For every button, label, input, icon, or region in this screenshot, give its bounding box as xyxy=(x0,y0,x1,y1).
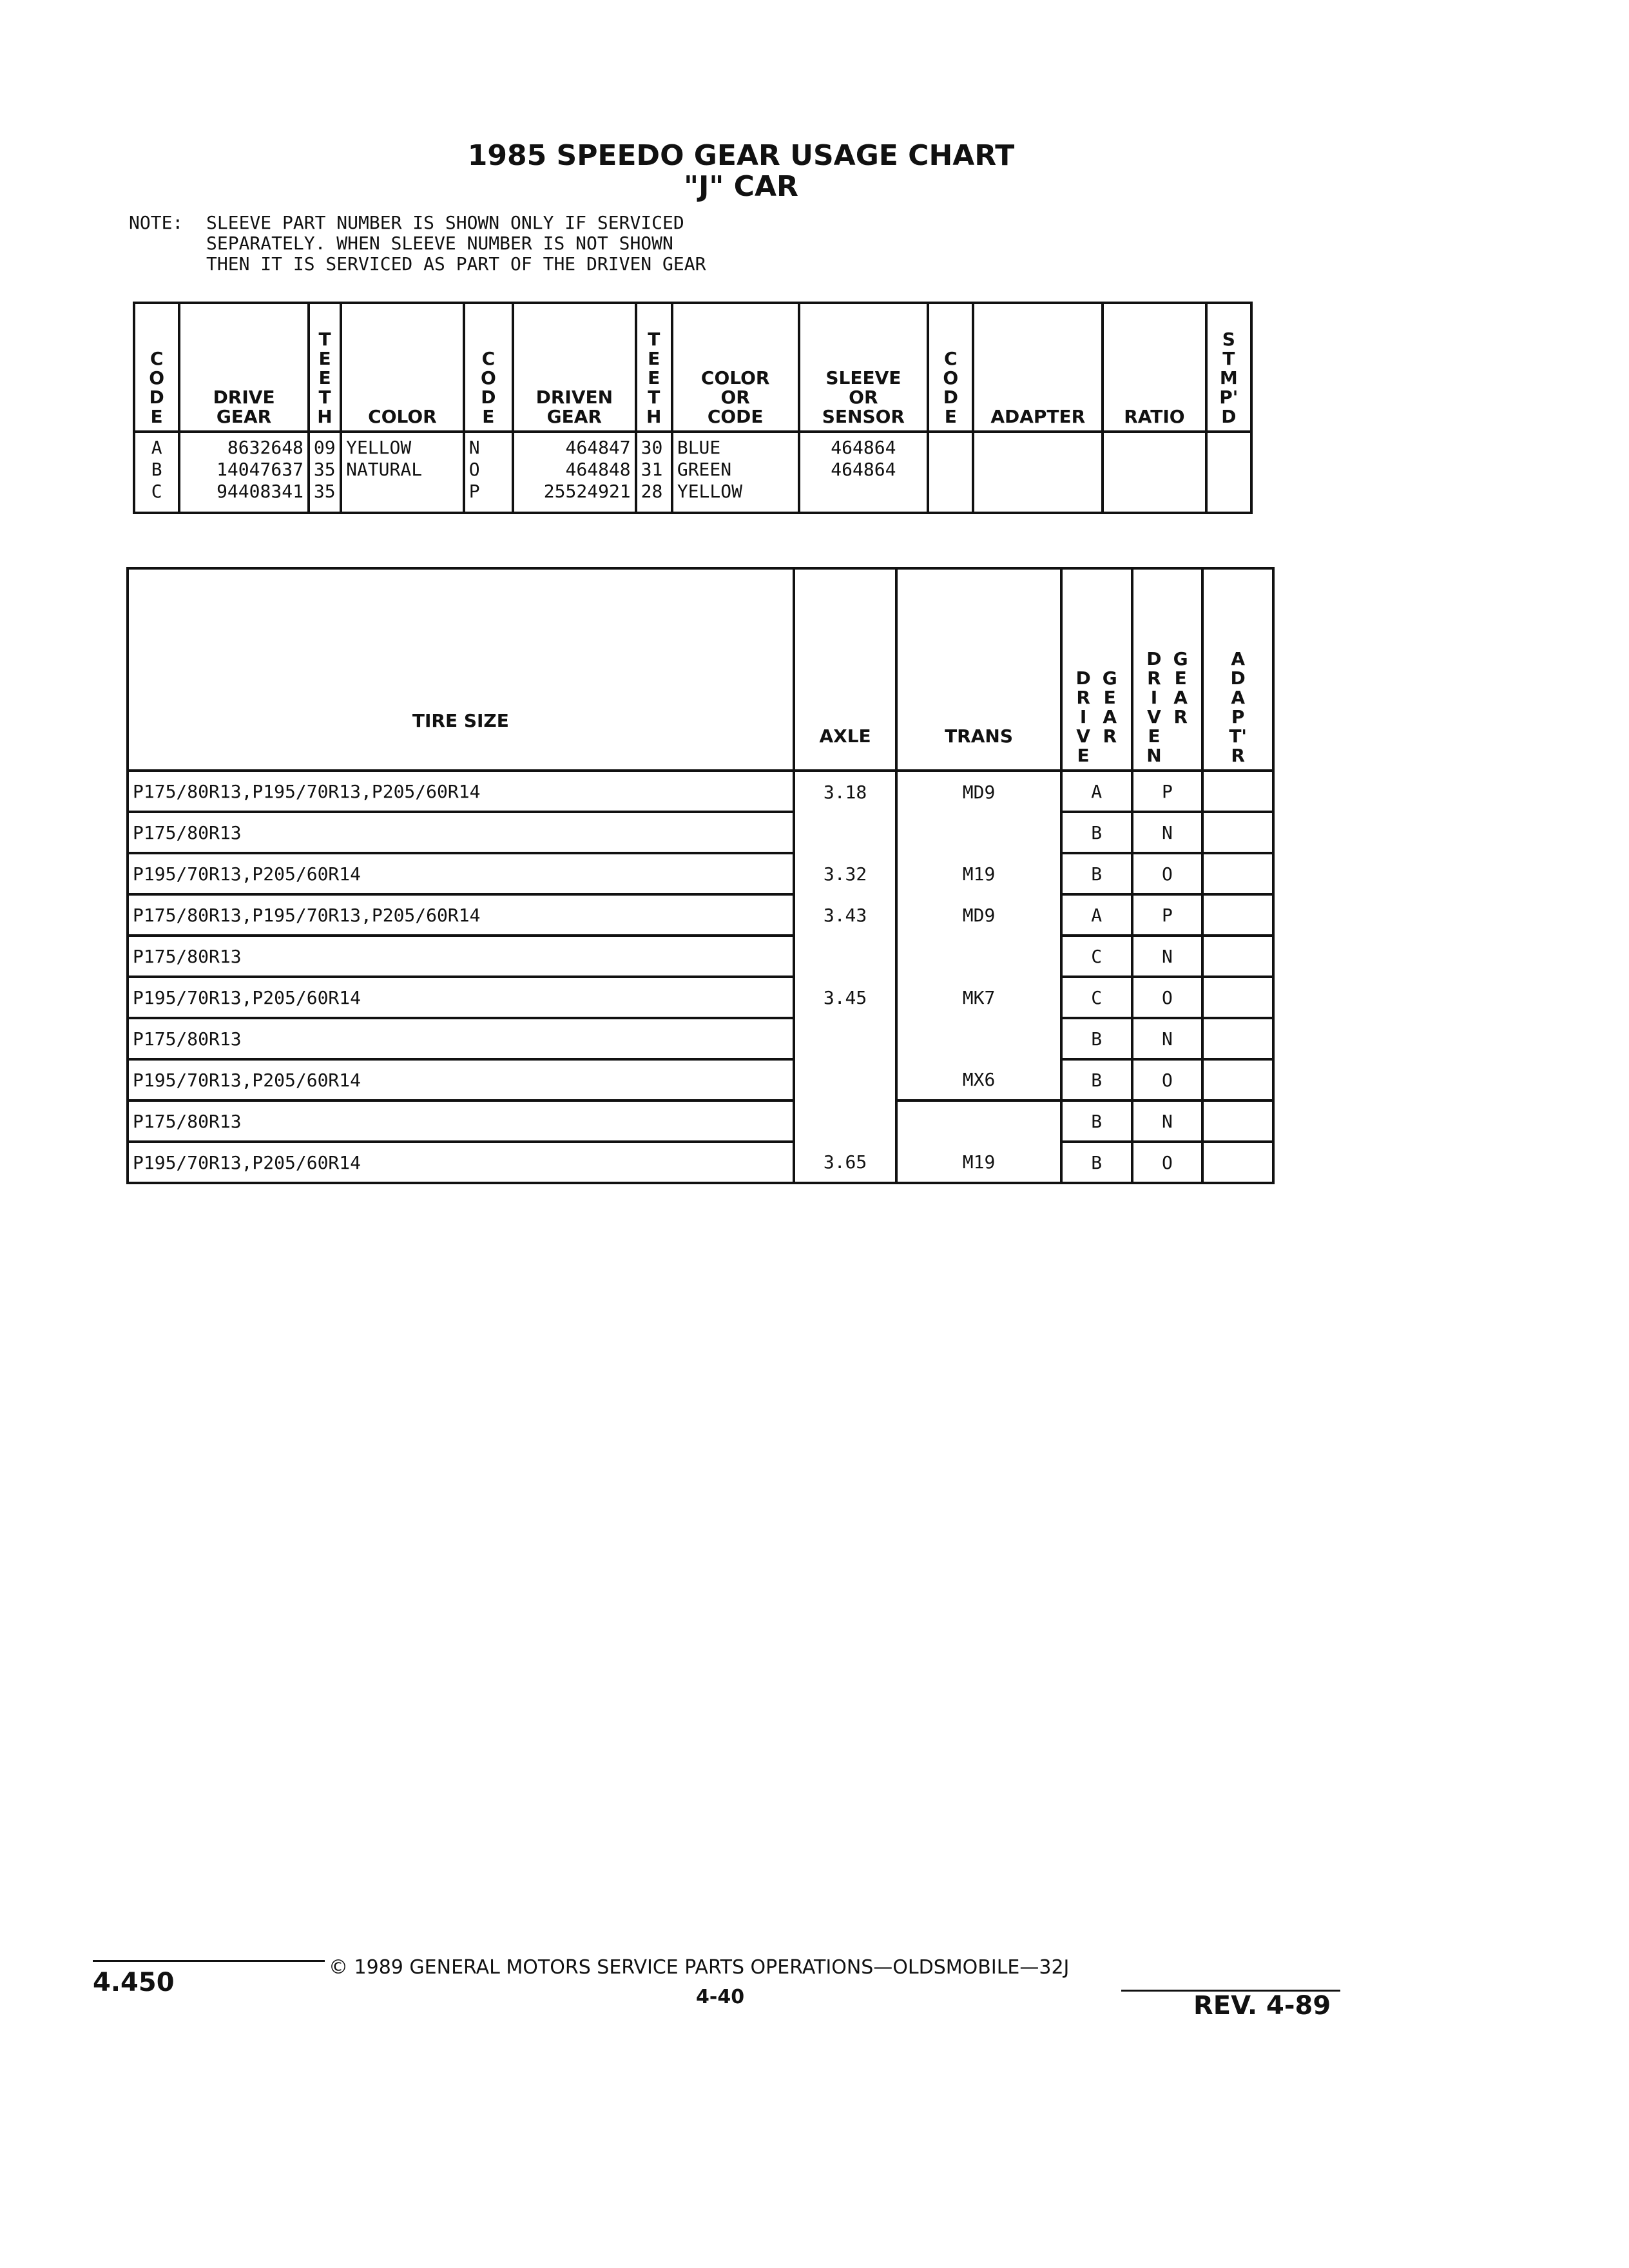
cell-adapter xyxy=(1202,771,1273,812)
table-row xyxy=(128,853,1273,894)
cell-drive-gear: B xyxy=(1061,853,1132,894)
cell-drive-gear: A xyxy=(1061,771,1132,812)
cell-adapter xyxy=(1202,812,1273,853)
cell-stmpd xyxy=(1206,432,1251,513)
cell-axle xyxy=(794,1100,897,1142)
table2-header-row xyxy=(128,568,1273,771)
cell-driven-gear: P xyxy=(1132,771,1203,812)
cell-driven-gear: N xyxy=(1132,812,1203,853)
cell-axle: 3.45 xyxy=(794,977,897,1018)
cell-driven-gear: O xyxy=(1132,853,1203,894)
note-text: SLEEVE PART NUMBER IS SHOWN ONLY IF SERVICED SEPARATELY. WHEN SLEEVE NUMBER IS NOT SHOWN THEN IT IS SERVICED AS PART OF THE DRIVEN GEAR xyxy=(206,212,706,274)
note xyxy=(129,213,706,274)
header-color: COLOR xyxy=(341,303,464,432)
cell-trans: MX6 xyxy=(896,1059,1061,1100)
cell-adapter xyxy=(1202,977,1273,1018)
header-driven-gear-word2: G E A R xyxy=(1173,648,1188,727)
cell-drive-gear: A xyxy=(1061,894,1132,936)
cell-adapter xyxy=(1202,1142,1273,1183)
cell-tire-size: P195/70R13,P205/60R14 xyxy=(128,853,794,894)
cell-code: N O P xyxy=(464,432,513,513)
header-drive-gear xyxy=(1061,568,1132,771)
cell-tire-size: P195/70R13,P205/60R14 xyxy=(128,1059,794,1100)
header-code: C O D E xyxy=(134,303,179,432)
cell-tire-size: P175/80R13,P195/70R13,P205/60R14 xyxy=(128,771,794,812)
cell-trans xyxy=(896,936,1061,977)
header-trans: TRANS xyxy=(896,568,1061,771)
cell-trans: MK7 xyxy=(896,977,1061,1018)
chart-title-line2: "J" CAR xyxy=(684,170,798,203)
cell-color: YELLOW NATURAL xyxy=(341,432,464,513)
cell-axle xyxy=(794,1018,897,1059)
tire-size-table xyxy=(126,567,1275,1184)
cell-color-or-code: BLUE GREEN YELLOW xyxy=(672,432,799,513)
cell-drive-gear: 8632648 14047637 94408341 xyxy=(179,432,309,513)
cell-axle xyxy=(794,936,897,977)
cell-driven-gear: O xyxy=(1132,1142,1203,1183)
table-row xyxy=(128,1018,1273,1059)
cell-trans xyxy=(896,1100,1061,1142)
footer-copyright: © 1989 GENERAL MOTORS SERVICE PARTS OPERATIONS—OLDSMOBILE—32J xyxy=(329,1956,1070,1979)
cell-tire-size: P175/80R13 xyxy=(128,1018,794,1059)
cell-code xyxy=(928,432,973,513)
chart-title-line1: 1985 SPEEDO GEAR USAGE CHART xyxy=(467,139,1015,172)
table-row xyxy=(128,1142,1273,1183)
cell-driven-gear: N xyxy=(1132,1100,1203,1142)
table-row xyxy=(128,977,1273,1018)
cell-trans: MD9 xyxy=(896,771,1061,812)
cell-drive-gear: B xyxy=(1061,1142,1132,1183)
header-axle: AXLE xyxy=(794,568,897,771)
cell-drive-gear: B xyxy=(1061,1018,1132,1059)
cell-code: A B C xyxy=(134,432,179,513)
cell-driven-gear: O xyxy=(1132,977,1203,1018)
header-code: C O D E xyxy=(928,303,973,432)
cell-ratio xyxy=(1103,432,1206,513)
cell-tire-size: P195/70R13,P205/60R14 xyxy=(128,977,794,1018)
cell-axle xyxy=(794,812,897,853)
header-stmpd: S T M P' D xyxy=(1206,303,1251,432)
cell-teeth: 30 31 28 xyxy=(636,432,672,513)
header-driven-gear xyxy=(1132,568,1203,771)
cell-teeth: 09 35 35 xyxy=(309,432,341,513)
table-row xyxy=(128,1059,1273,1100)
cell-adapter xyxy=(1202,1018,1273,1059)
cell-trans xyxy=(896,812,1061,853)
cell-trans: MD9 xyxy=(896,894,1061,936)
footer-page-code: 4.450 xyxy=(93,1968,175,1997)
footer-rule-left xyxy=(93,1960,325,1962)
table-row xyxy=(128,894,1273,936)
cell-driven-gear: 464847 464848 25524921 xyxy=(513,432,636,513)
table-row xyxy=(128,771,1273,812)
cell-tire-size: P175/80R13 xyxy=(128,936,794,977)
cell-tire-size: P175/80R13,P195/70R13,P205/60R14 xyxy=(128,894,794,936)
cell-adapter xyxy=(973,432,1103,513)
cell-drive-gear: B xyxy=(1061,1100,1132,1142)
cell-adapter xyxy=(1202,853,1273,894)
header-teeth: T E E T H xyxy=(309,303,341,432)
header-drive-gear-word2: G E A R xyxy=(1102,668,1117,747)
cell-axle: 3.18 xyxy=(794,771,897,812)
header-drive-gear-word1: D R I V E xyxy=(1075,668,1091,766)
cell-driven-gear: P xyxy=(1132,894,1203,936)
header-tire-size: TIRE SIZE xyxy=(128,568,794,771)
cell-drive-gear: C xyxy=(1061,936,1132,977)
cell-driven-gear: N xyxy=(1132,936,1203,977)
cell-tire-size: P175/80R13 xyxy=(128,812,794,853)
cell-axle: 3.65 xyxy=(794,1142,897,1183)
header-code: C O D E xyxy=(464,303,513,432)
cell-drive-gear: B xyxy=(1061,812,1132,853)
table1-data-row xyxy=(134,432,1251,513)
cell-axle xyxy=(794,1059,897,1100)
table-row xyxy=(128,812,1273,853)
cell-trans: M19 xyxy=(896,853,1061,894)
header-sleeve-or-sensor: SLEEVE OR SENSOR xyxy=(799,303,929,432)
gear-parts-table xyxy=(133,302,1253,514)
table-row xyxy=(128,936,1273,977)
cell-trans xyxy=(896,1018,1061,1059)
cell-adapter xyxy=(1202,936,1273,977)
cell-adapter xyxy=(1202,1100,1273,1142)
header-teeth: T E E T H xyxy=(636,303,672,432)
footer-page-number: 4-40 xyxy=(696,1986,745,2008)
note-label: NOTE: xyxy=(129,212,184,233)
footer-revision: REV. 4-89 xyxy=(1193,1991,1331,2021)
cell-axle: 3.32 xyxy=(794,853,897,894)
cell-driven-gear: O xyxy=(1132,1059,1203,1100)
header-ratio: RATIO xyxy=(1103,303,1206,432)
header-driven-gear: DRIVEN GEAR xyxy=(513,303,636,432)
cell-drive-gear: B xyxy=(1061,1059,1132,1100)
cell-sleeve-or-sensor: 464864 464864 xyxy=(799,432,929,513)
cell-driven-gear: N xyxy=(1132,1018,1203,1059)
table1-header-row xyxy=(134,303,1251,432)
header-adaptr: A D A P T' R xyxy=(1202,568,1273,771)
header-driven-gear-word1: D R I V E N xyxy=(1146,648,1162,766)
cell-adapter xyxy=(1202,1059,1273,1100)
header-color-or-code: COLOR OR CODE xyxy=(672,303,799,432)
cell-tire-size: P195/70R13,P205/60R14 xyxy=(128,1142,794,1183)
table-row xyxy=(128,1100,1273,1142)
cell-adapter xyxy=(1202,894,1273,936)
cell-drive-gear: C xyxy=(1061,977,1132,1018)
header-adapter: ADAPTER xyxy=(973,303,1103,432)
cell-trans: M19 xyxy=(896,1142,1061,1183)
cell-tire-size: P175/80R13 xyxy=(128,1100,794,1142)
chart-title xyxy=(0,140,1482,202)
cell-axle: 3.43 xyxy=(794,894,897,936)
header-drive-gear: DRIVE GEAR xyxy=(179,303,309,432)
